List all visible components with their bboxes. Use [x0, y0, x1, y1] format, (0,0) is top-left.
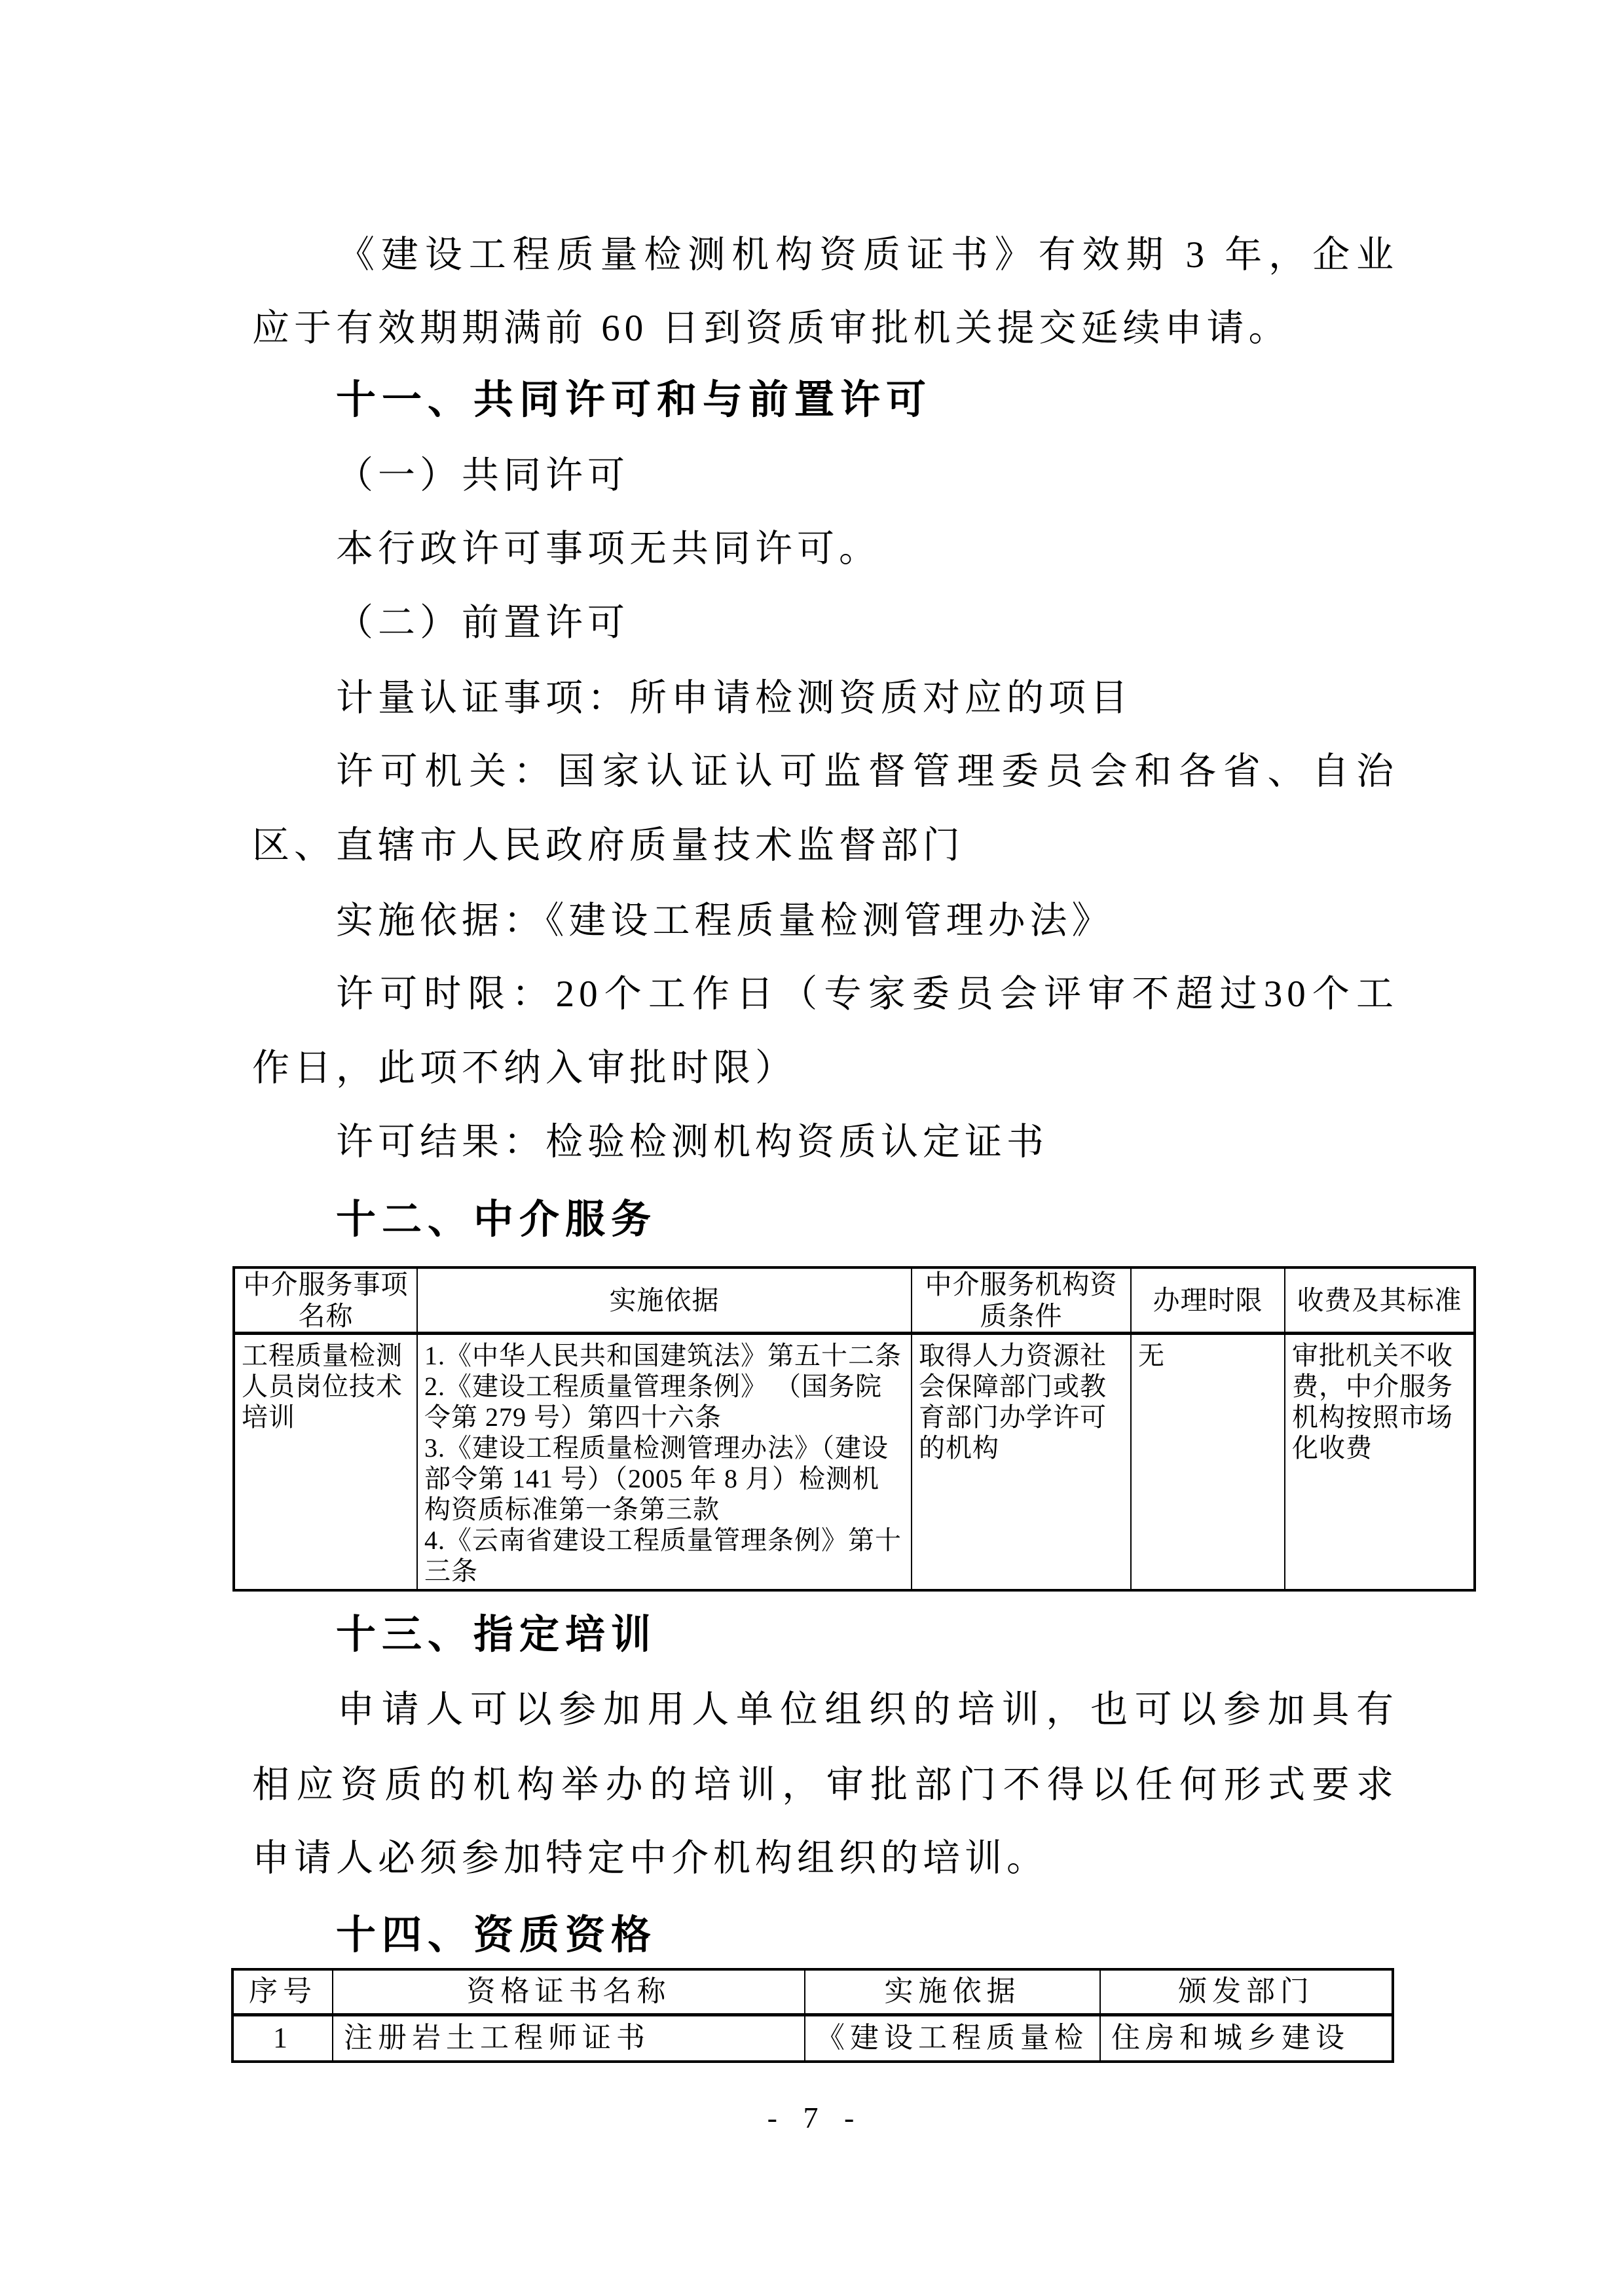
- section11-result-line: 许可结果：检验检测机构资质认定证书: [336, 1121, 1048, 1163]
- section14-heading: 十四、资质资格: [336, 1912, 657, 1957]
- qualification-table: [231, 1968, 1392, 2060]
- qualification-table-row: [232, 2014, 1393, 2062]
- header-impl-basis: 实施依据: [805, 1969, 1100, 2014]
- cell-processing-time: 无: [1131, 1334, 1285, 1590]
- basis-item-2: 2.《建设工程质量管理条例》 （国务院令第 279 号）第四十六条: [424, 1372, 882, 1432]
- page-number: - 7 -: [767, 2101, 857, 2134]
- intermediary-table-header-row: [234, 1267, 1475, 1334]
- basis-item-3: 3.《建设工程质量检测管理办法》（建设部令第 141 号）（2005 年 8 月）检测机构资质标准第一条第三款: [424, 1433, 889, 1524]
- header-basis: 实施依据: [417, 1267, 912, 1334]
- section12-heading: 十二、中介服务: [336, 1197, 657, 1241]
- cell-issuer: 住房和城乡建设: [1100, 2014, 1393, 2062]
- cell-no: 1: [232, 2014, 333, 2062]
- section11-sub2-heading: （二）前置许可: [336, 602, 629, 644]
- para-validity-line1: 《建设工程质量检测机构资质证书》有效期 3 年，企业: [337, 234, 1398, 276]
- cell-impl-basis: 《建设工程质量检: [805, 2014, 1100, 2062]
- intermediary-service-table: [232, 1266, 1473, 1586]
- section13-heading: 十三、指定培训: [336, 1612, 657, 1656]
- cell-basis: [417, 1334, 912, 1590]
- section11-metrology-line: 计量认证事项：所申请检测资质对应的项目: [336, 678, 1132, 719]
- section13-para-line1: 申请人可以参加用人单位组织的培训，也可以参加具有: [337, 1689, 1398, 1730]
- cell-agency-condition: 取得人力资源社会保障部门或教育部门办学许可的机构: [912, 1334, 1131, 1590]
- header-fee-standard: 收费及其标准: [1285, 1267, 1475, 1334]
- cell-cert-name: 注册岩土工程师证书: [333, 2014, 805, 2062]
- section13-para-line3: 申请人必须参加特定中介机构组织的培训。: [252, 1838, 1048, 1879]
- section11-authority-line1: 许可机关：国家认证认可监督管理委员会和各省、自治: [336, 751, 1398, 792]
- section11-time-limit-line2: 作日，此项不纳入审批时限）: [252, 1048, 797, 1089]
- basis-item-1: 1.《中华人民共和国建筑法》第五十二条: [424, 1341, 902, 1370]
- para-validity-line2: 应于有效期期满前 60 日到资质审批机关提交延续申请。: [252, 308, 1291, 349]
- header-processing-time: 办理时限: [1131, 1267, 1285, 1334]
- intermediary-table-row: [234, 1334, 1475, 1590]
- cell-service-item: 工程质量检测人员岗位技术培训: [234, 1334, 417, 1590]
- section11-time-limit-line1: 许可时限：20个工作日（专家委员会评审不超过30个工: [336, 974, 1398, 1015]
- qualification-table-header-row: [232, 1969, 1393, 2014]
- section13-para-line2: 相应资质的机构举办的培训，审批部门不得以任何形式要求: [252, 1764, 1398, 1806]
- section11-heading: 十一、共同许可和与前置许可: [336, 377, 932, 422]
- header-issuer: 颁发部门: [1100, 1969, 1393, 2014]
- section11-sub1-text: 本行政许可事项无共同许可。: [336, 528, 881, 570]
- section11-sub1-heading: （一）共同许可: [336, 455, 629, 496]
- header-cert-name: 资格证书名称: [333, 1969, 805, 2014]
- header-agency-condition: 中介服务机构资质条件: [912, 1267, 1131, 1334]
- cell-fee-standard: 审批机关不收费，中介服务机构按照市场化收费: [1285, 1334, 1475, 1590]
- basis-item-4: 4.《云南省建设工程质量管理条例》第十三条: [424, 1525, 902, 1586]
- header-no: 序号: [232, 1969, 333, 2014]
- section11-basis-line: 实施依据：《建设工程质量检测管理办法》: [336, 900, 1114, 941]
- header-service-item: 中介服务事项名称: [234, 1267, 417, 1334]
- section11-authority-line2: 区、直辖市人民政府质量技术监督部门: [252, 825, 965, 866]
